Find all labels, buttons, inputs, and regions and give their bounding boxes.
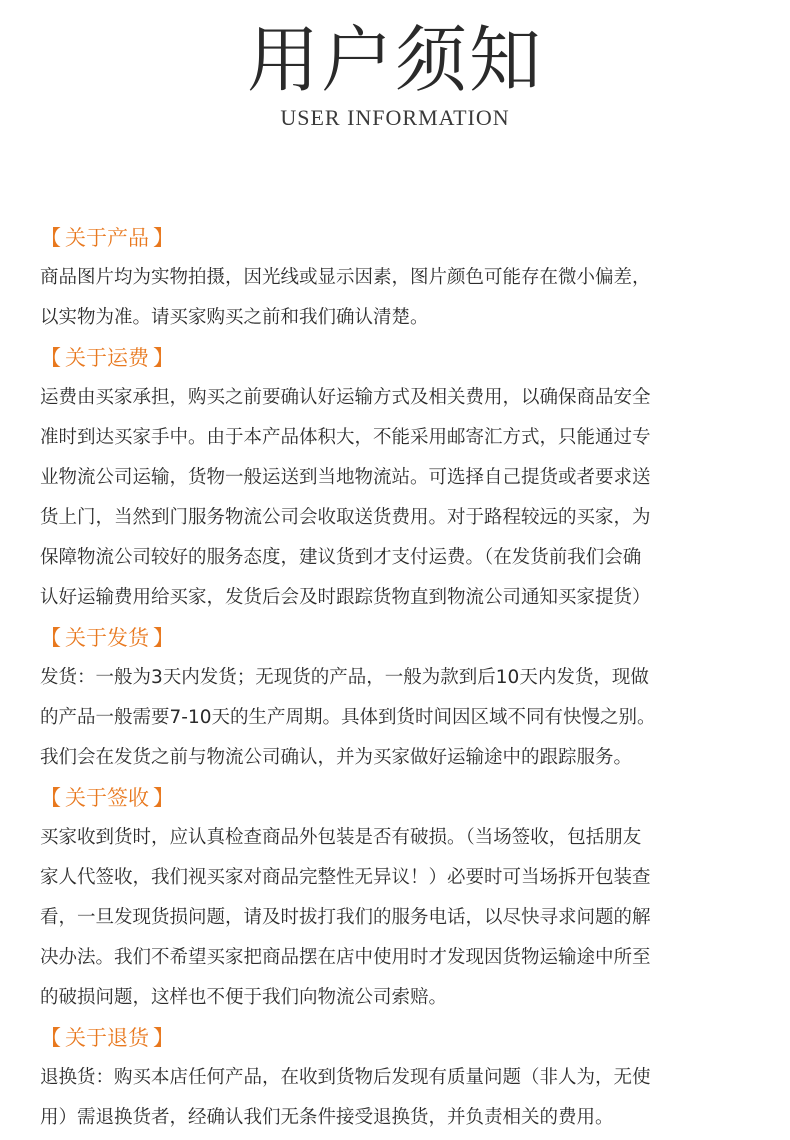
section-heading-text: 关于发货 [65, 626, 149, 650]
close-bracket: 】 [153, 226, 174, 250]
open-bracket: 【 [40, 346, 61, 370]
body-line: 保障物流公司较好的服务态度，建议货到才支付运费。（在发货前我们会确 [40, 547, 642, 568]
open-bracket: 【 [40, 226, 61, 250]
notice-content [40, 218, 740, 1138]
body-line: 看，一旦发现货损问题，请及时拔打我们的服务电话，以尽快寻求问题的解 [40, 907, 651, 928]
body-line: 我们会在发货之前与物流公司确认，并为买家做好运输途中的跟踪服务。 [40, 747, 633, 768]
body-line: 准时到达买家手中。由于本产品体积大，不能采用邮寄汇方式，只能通过专 [40, 427, 651, 448]
section-heading-text: 关于运费 [65, 346, 149, 370]
section-heading [40, 218, 740, 258]
section-heading-text: 关于退货 [65, 1026, 149, 1050]
body-line: 退换货：购买本店任何产品，在收到货物后发现有质量问题（非人为，无使 [40, 1067, 651, 1088]
body-line: 货上门，当然到门服务物流公司会收取送货费用。对于路程较远的买家，为 [40, 507, 651, 528]
section-body [40, 658, 740, 778]
body-line: 决办法。我们不希望买家把商品摆在店中使用时才发现因货物运输途中所至 [40, 947, 651, 968]
body-line: 的破损问题，这样也不便于我们向物流公司索赔。 [40, 987, 448, 1008]
body-line: 买家收到货时，应认真检查商品外包装是否有破损。（当场签收，包括朋友 [40, 827, 642, 848]
body-line: 业物流公司运输，货物一般运送到当地物流站。可选择自己提货或者要求送 [40, 467, 651, 488]
section-shipping-fee [40, 338, 740, 618]
section-heading [40, 1018, 740, 1058]
body-line: 以实物为准。请买家购买之前和我们确认清楚。 [40, 307, 429, 328]
section-body [40, 818, 740, 1018]
body-line: 运费由买家承担，购买之前要确认好运输方式及相关费用，以确保商品安全 [40, 387, 651, 408]
open-bracket: 【 [40, 626, 61, 650]
section-body [40, 258, 740, 338]
body-line: 认好运输费用给买家，发货后会及时跟踪货物直到物流公司通知买家提货） [40, 587, 651, 608]
section-heading-text: 关于产品 [65, 226, 149, 250]
section-returns [40, 1018, 740, 1138]
page-title: 用户须知 [246, 18, 543, 102]
open-bracket: 【 [40, 1026, 61, 1050]
body-line: 发货：一般为3天内发货；无现货的产品，一般为款到后10天内发货，现做 [40, 667, 649, 688]
open-bracket: 【 [40, 786, 61, 810]
section-heading [40, 338, 740, 378]
section-heading [40, 618, 740, 658]
body-line: 的产品一般需要7-10天的生产周期。具体到货时间因区域不同有快慢之别。 [40, 707, 656, 728]
section-heading-text: 关于签收 [65, 786, 149, 810]
close-bracket: 】 [153, 1026, 174, 1050]
section-body [40, 1058, 740, 1138]
body-line: 商品图片均为实物拍摄，因光线或显示因素，图片颜色可能存在微小偏差， [40, 267, 651, 288]
close-bracket: 】 [153, 626, 174, 650]
close-bracket: 】 [153, 786, 174, 810]
section-heading [40, 778, 740, 818]
page-subtitle: USER INFORMATION [280, 105, 510, 130]
body-line: 家人代签收，我们视买家对商品完整性无异议！）必要时可当场拆开包装查 [40, 867, 651, 888]
section-product [40, 218, 740, 338]
section-receipt [40, 778, 740, 1018]
body-line: 用）需退换货者，经确认我们无条件接受退换货，并负责相关的费用。 [40, 1107, 614, 1128]
close-bracket: 】 [153, 346, 174, 370]
section-delivery [40, 618, 740, 778]
section-body [40, 378, 740, 618]
